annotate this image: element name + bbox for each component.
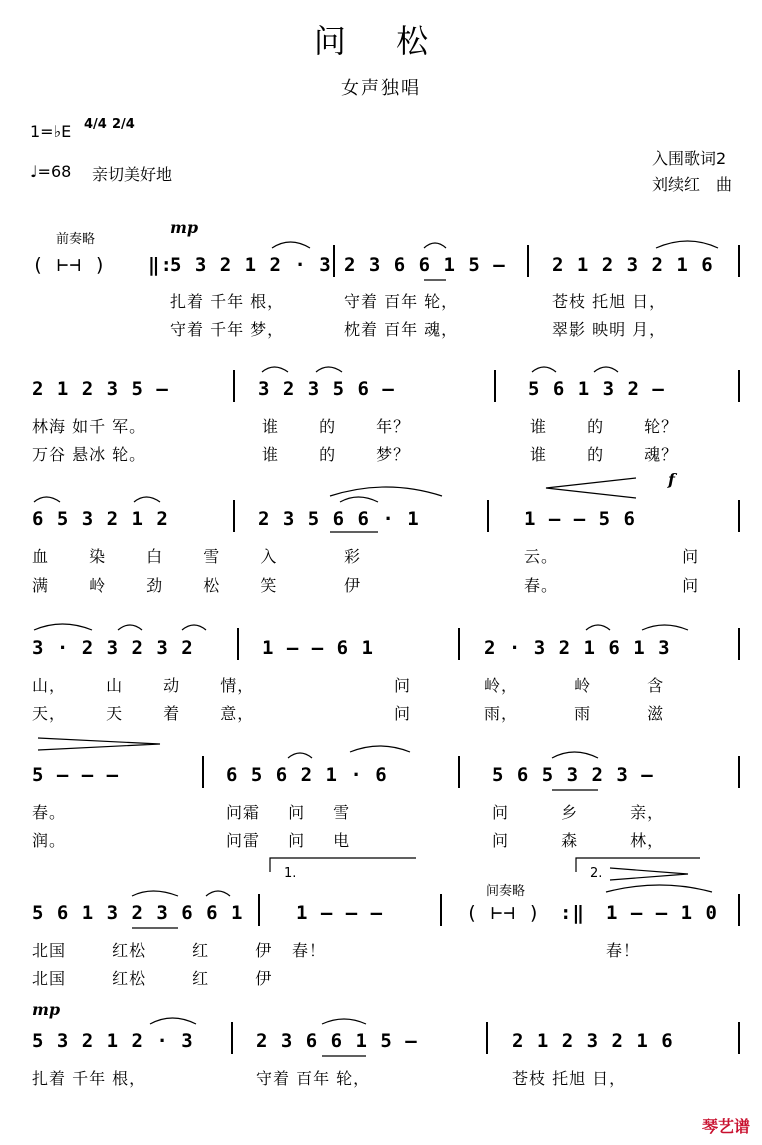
lyrics-s4-m2-v1: 问 xyxy=(394,676,412,695)
notes-s4-m1: 3 · 2 3 2 3 2 xyxy=(32,637,194,659)
lyrics-s1-m2-v2: 枕着 百年 魂， xyxy=(344,320,459,339)
slur xyxy=(606,885,712,892)
slur xyxy=(642,625,688,630)
lyrics-s5-m2-v2: 问雷 问 电 xyxy=(226,831,351,850)
intro-label: 前奏略 xyxy=(56,232,96,247)
notes-s7-m1: 5 3 2 1 2 · 3 xyxy=(32,1030,194,1052)
slur xyxy=(340,497,378,502)
lyrics-s6-m1-v1: 北国 红松 红 伊 xyxy=(32,941,273,960)
dynamic-mp-2: mp xyxy=(32,1000,61,1019)
lyrics-s2-m3-v2: 谁 的 魂？ xyxy=(530,445,679,464)
notes-s6-m3: 1 – – 1 0 xyxy=(606,902,718,924)
first-ending-label: 1. xyxy=(284,866,297,881)
lyrics-s1-m3-v1: 苍枝 托旭 日， xyxy=(552,292,667,311)
lyrics-s5-m2-v1: 问霜 问 雪 xyxy=(226,803,351,822)
lyrics-s5-m3-v2: 问 森 林， xyxy=(492,831,665,850)
notes-s7-m3: 2 1 2 3 2 1 6 xyxy=(512,1030,674,1052)
lyrics-s3-m2-v1: 彩 xyxy=(344,547,362,566)
time-signature-1: 4/4 xyxy=(84,117,107,132)
lyrics-s4-m1-v1: 山， 山 动 情， xyxy=(32,676,255,695)
composer-credit: 刘续红 曲 xyxy=(652,175,733,194)
page-subtitle: 女声独唱 xyxy=(341,78,421,99)
lyrics-s3-m2-v2: 伊 xyxy=(344,576,362,595)
lyrics-s4-m3-v2: 雨， 雨 滋 xyxy=(484,704,665,723)
notes-s1-m3: 2 1 2 3 2 1 6 xyxy=(552,254,714,276)
lyrics-s2-m1-v1: 林海 如千 军。 xyxy=(32,417,147,436)
lyrics-s7-m2-v1: 守着 百年 轮， xyxy=(256,1069,371,1088)
notes-s6-m2: 1 – – – xyxy=(296,902,384,924)
lyrics-s2-m2-v1: 谁 的 年？ xyxy=(262,417,411,436)
lyrics-s7-m3-v1: 苍枝 托旭 日， xyxy=(512,1069,627,1088)
lyrics-s3-m1-v2: 满 岭 劲 松 笑 xyxy=(32,576,278,595)
lyrics-s3-m1-v1: 血 染 白 雪 入 xyxy=(32,547,278,566)
watermark-logo: 琴艺谱 xyxy=(701,1117,750,1136)
slur xyxy=(330,487,442,496)
slur xyxy=(552,752,598,758)
slur xyxy=(656,241,718,248)
lyrics-s5-m1-v1: 春。 xyxy=(32,803,67,822)
notes-s6-m1: 5 6 1 3 2 3 6 6 1 xyxy=(32,902,244,924)
slur xyxy=(34,497,60,502)
notes-s2-m1: 2 1 2 3 5 – xyxy=(32,378,169,400)
dynamic-mp: mp xyxy=(170,218,199,237)
repeat-end: :‖ xyxy=(560,902,585,924)
slur xyxy=(34,624,92,630)
notes-s7-m2: 2 3 6 6 1 5 – xyxy=(256,1030,418,1052)
decrescendo-hairpin xyxy=(546,478,636,498)
slur xyxy=(182,625,206,630)
first-ending-bracket xyxy=(270,858,416,872)
tempo-marking: ♩=68 xyxy=(30,162,72,181)
lyrics-s5-m3-v1: 问 乡 亲， xyxy=(492,803,665,822)
lyrics-s1-m1-v1: 扎着 千年 根， xyxy=(170,292,285,311)
lyrics-s2-m2-v2: 谁 的 梦？ xyxy=(262,445,411,464)
notes-s4-m2: 1 – – 6 1 xyxy=(262,637,374,659)
notes-s2-m3: 5 6 1 3 2 – xyxy=(528,378,665,400)
lyrics-s1-m3-v2: 翠影 映明 月， xyxy=(552,320,667,339)
lyrics-s7-m1-v1: 扎着 千年 根， xyxy=(32,1069,147,1088)
slur xyxy=(586,625,610,630)
notes-s3-m3: 1 – – 5 6 xyxy=(524,508,636,530)
notes-s4-m3: 2 · 3 2 1 6 1 3 xyxy=(484,637,671,659)
notes-s5-m3: 5 6 5 3 2 3 – xyxy=(492,764,654,786)
lyrics-s3-m3-v1: 云。 问 xyxy=(524,547,700,566)
slur xyxy=(424,243,446,248)
notes-s3-m2: 2 3 5 6 6 · 1 xyxy=(258,508,420,530)
dynamic-f: f xyxy=(668,470,675,489)
slur xyxy=(322,1019,366,1024)
time-signature-2: 2/4 xyxy=(112,117,135,132)
interlude-rest: ( ⊢⊣ ) xyxy=(466,902,541,924)
slur xyxy=(316,367,342,372)
lyrics-s6-m3-v1: 春！ xyxy=(606,941,641,960)
slur xyxy=(150,1018,196,1024)
slur xyxy=(272,242,310,248)
slur xyxy=(118,625,142,630)
slur xyxy=(532,367,556,372)
slur xyxy=(262,367,288,372)
lyrics-s4-m1-v2: 天， 天 着 意， xyxy=(32,704,255,723)
repeat-start: ‖: xyxy=(148,254,173,276)
notes-s5-m2: 6 5 6 2 1 · 6 xyxy=(226,764,388,786)
lyrics-s2-m1-v2: 万谷 悬冰 轮。 xyxy=(32,445,147,464)
slur xyxy=(206,891,230,896)
lyrics-s4-m2-v2: 问 xyxy=(394,704,412,723)
intro-rest: ( ⊢⊣ ) xyxy=(32,254,107,276)
second-ending-label: 2. xyxy=(590,866,603,881)
key-signature: 1=♭E xyxy=(30,122,72,141)
interlude-label: 间奏略 xyxy=(486,884,526,899)
slur xyxy=(132,891,178,896)
page-title: 问 松 xyxy=(313,22,449,60)
expression-marking: 亲切美好地 xyxy=(92,165,173,184)
lyrics-s6-m1-v2: 北国 红松 红 伊 xyxy=(32,969,273,988)
notes-s2-m2: 3 2 3 5 6 – xyxy=(258,378,395,400)
notes-s1-m1: 5 3 2 1 2 · 3 xyxy=(170,254,332,276)
slur xyxy=(134,497,160,502)
slur xyxy=(288,753,312,758)
lyrics-s5-m1-v2: 润。 xyxy=(32,831,67,850)
slur xyxy=(594,367,618,372)
decrescendo-hairpin xyxy=(610,868,688,880)
lyrics-s3-m3-v2: 春。 问 xyxy=(524,576,700,595)
lyrics-s1-m2-v1: 守着 百年 轮， xyxy=(344,292,459,311)
lyrics-s1-m1-v2: 守着 千年 梦， xyxy=(170,320,285,339)
lyrics-s2-m3-v1: 谁 的 轮？ xyxy=(530,417,679,436)
decrescendo-hairpin xyxy=(38,738,160,750)
notes-s5-m1: 5 – – – xyxy=(32,764,120,786)
notes-s1-m2: 2 3 6 6 1 5 – xyxy=(344,254,506,276)
lyrics-s4-m3-v1: 岭， 岭 含 xyxy=(484,676,665,695)
lyricist-credit: 入围歌词2 xyxy=(652,149,727,168)
notes-s3-m1: 6 5 3 2 1 2 xyxy=(32,508,169,530)
slur xyxy=(350,746,410,752)
lyrics-s6-m2-v1: 春！ xyxy=(292,941,327,960)
